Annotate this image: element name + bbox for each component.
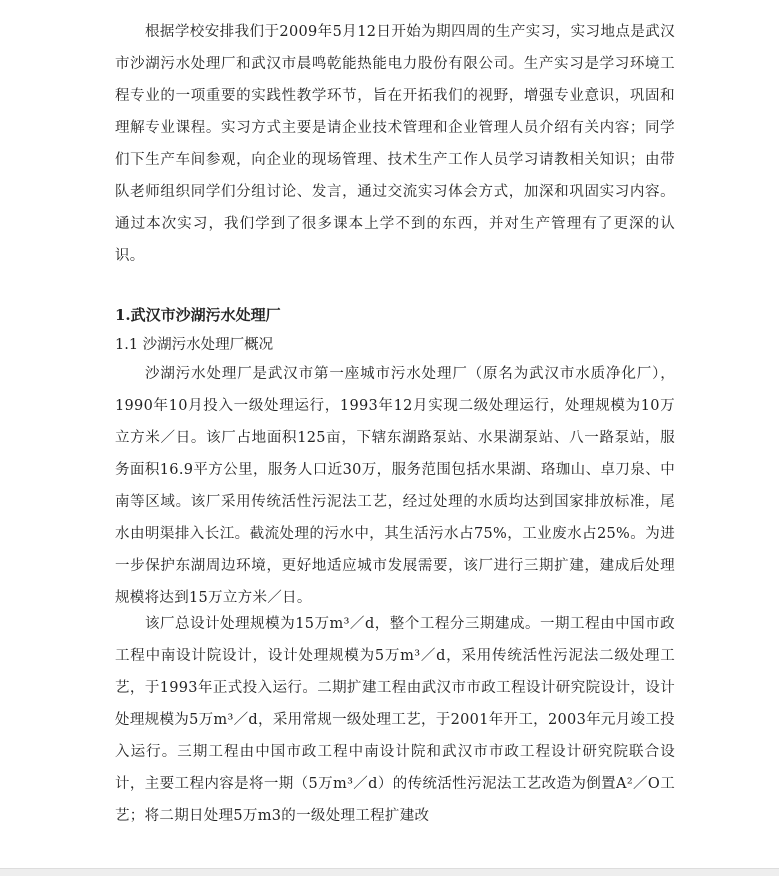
section-heading: 1.武汉市沙湖污水处理厂 <box>115 306 281 324</box>
subsection-heading: 1.1 沙湖污水处理厂概况 <box>115 337 274 353</box>
intro-paragraph: 根据学校安排我们于2009年5月12日开始为期四周的生产实习，实习地点是武汉市沙湖污水处理厂和武汉市晨鸣乾能热能电力股份有限公司。生产实习是学习环境工程专业的一项重要的实践性教学环节，旨在开拓我们的视野，增强专业意识，巩固和理解专业课程。实习方式主要是请企业技术管理和企业管理人员介绍有关内容；同学们下生产车间参观，向企业的现场管理、技术生产工作人员学习请教相关知识；由带队老师组织同学们分组讨论、发言，通过交流实习体会方式，加深和巩固实习内容。通过本次实习，我们学到了很多课本上学不到的东西，并对生产管理有了更深的认识。 <box>115 24 675 264</box>
design-paragraph: 该厂总设计处理规模为15万m³／d，整个工程分三期建成。一期工程由中国市政工程中南设计院设计，设计处理规模为5万m³／d，采用传统活性污泥法二级处理工艺，于1993年正式投入运行。二期扩建工程由武汉市市政工程设计研究院设计，设计处理规模为5万m³／d，采用常规一级处理工艺，于2001年开工，2003年元月竣工投入运行。三期工程由中国市政工程中南设计院和武汉市市政工程设计研究院联合设计，主要工程内容是将一期（5万m³／d）的传统活性污泥法工艺改造为倒置A²／O工艺；将二期日处理5万m3的一级处理工程扩建改 <box>115 616 675 824</box>
overview-paragraph: 沙湖污水处理厂是武汉市第一座城市污水处理厂（原名为武汉市水质净化厂），1990年10月投入一级处理运行，1993年12月实现二级处理运行，处理规模为10万立方米／日。该厂占地面积125亩，下辖东湖路泵站、水果湖泵站、八一路泵站，服务面积16.9平方公里，服务人口近30万，服务范围包括水果湖、珞珈山、卓刀泉、中南等区域。该厂采用传统活性污泥法工艺，经过处理的水质均达到国家排放标准，尾水由明渠排入长江。截流处理的污水中，其生活污水占75%，工业废水占25%。为进一步保护东湖周边环境，更好地适应城市发展需要，该厂进行三期扩建，建成后处理规模将达到15万立方米／日。 <box>115 366 675 606</box>
